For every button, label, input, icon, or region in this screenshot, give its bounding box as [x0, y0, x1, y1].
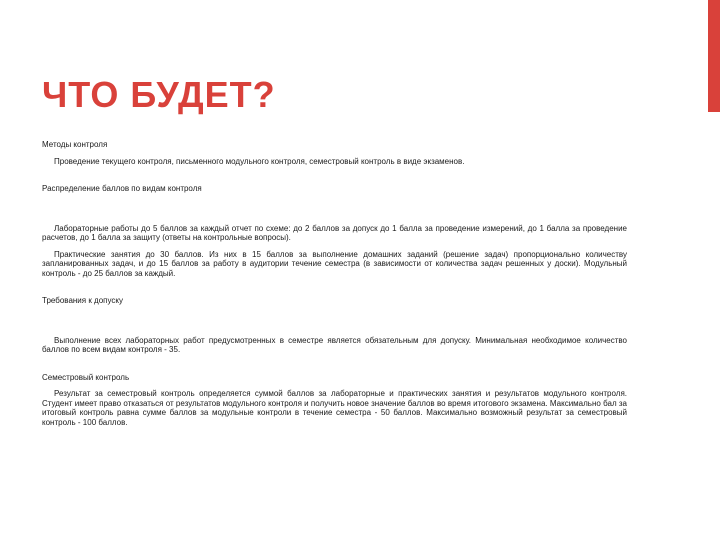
admission-requirements-text: Выполнение всех лабораторных работ предусмотренных в семестре является обязательным для допуску. Минимальная необходимое количество баллов по всем видам контроля - 35. [42, 335, 627, 354]
accent-bar [708, 0, 720, 112]
slide-content [42, 140, 627, 427]
section-heading-control-methods: Методы контроля [42, 140, 108, 149]
slide-title: ЧТО БУДЕТ? [42, 74, 276, 115]
lab-works-text: Лабораторные работы до 5 баллов за каждый отчет по схеме: до 2 баллов за допуск до 1 балла за проведение измерений, до 1 балла за проведение расчетов, до 1 балла за защиту (ответы на контрольные вопросы). [42, 223, 627, 242]
control-methods-text: Проведение текущего контроля, письменного модульного контроля, семестровый контроль в виде экзаменов. [54, 156, 465, 166]
section-heading-semester-control: Семестровый контроль [42, 372, 130, 382]
practical-classes-text: Практические занятия до 30 баллов. Из них в 15 баллов за выполнение домашних заданий (решение задач) пропорционально количеству запланированных задач, и до 15 баллов за работу в аудитории течение семестра (в зависимости от количества задач решенных у доски). Модульный контроль - до 25 баллов за каждый. [42, 249, 627, 278]
section-heading-admission-requirements: Требования к допуску [42, 296, 123, 305]
semester-control-text: Результат за семестровый контроль определяется суммой баллов за лабораторные и практических занятия и результатов модульного контроля. Студент имеет право отказаться от результатов модульного контроля и получить новое значение баллов во время итогового экзамена. Максимально бал за итоговый контроль равна сумме баллов за модульные контроли в течение семестра - 50 баллов. Максимально возможный результат за семестровый контроль - 100 баллов. [42, 389, 627, 427]
section-heading-points-distribution: Распределение баллов по видам контроля [42, 184, 202, 193]
